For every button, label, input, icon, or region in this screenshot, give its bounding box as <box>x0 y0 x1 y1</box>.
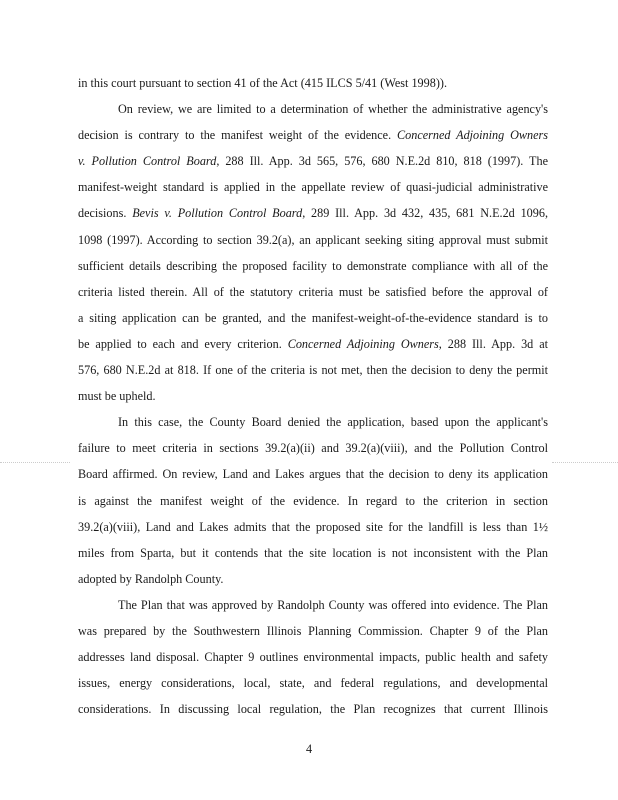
text-segment: In this case, the County Board denied the application, based upon the applicant's <box>118 415 548 430</box>
text-segment: 576, 680 N.E.2d at 818. If one of the criteria is not met, then the decision to deny the permit <box>78 363 548 378</box>
text-line <box>78 148 548 174</box>
text-line <box>78 618 548 644</box>
text-line <box>78 670 548 696</box>
text-line <box>78 644 548 670</box>
text-line <box>78 435 548 461</box>
text-line <box>78 696 548 722</box>
text-segment: be applied to each and every criterion. <box>78 336 288 351</box>
page-number: 4 <box>305 742 313 756</box>
case-citation: Bevis v. Pollution Control Board <box>132 206 303 221</box>
text-segment: The Plan that was approved by Randolph County was offered into evidence. The Plan <box>118 597 548 612</box>
text-segment: , 288 Ill. App. 3d at <box>438 336 548 351</box>
text-segment: manifest-weight standard is applied in the appellate review of quasi-judicial administrative <box>78 180 548 195</box>
text-segment: was prepared by the Southwestern Illinois Planning Commission. Chapter 9 of the Plan <box>78 623 548 638</box>
text-line <box>78 514 548 540</box>
text-segment: criteria listed therein. All of the statutory criteria must be satisfied before the approval of <box>78 284 548 299</box>
text-segment: in this court pursuant to section 41 of the Act (415 ILCS 5/41 (West 1998)). <box>78 76 447 90</box>
case-citation: Concerned Adjoining Owners <box>287 336 439 351</box>
text-line <box>78 357 548 383</box>
text-segment: , 288 Ill. App. 3d 565, 576, 680 N.E.2d 810, 818 (1997). The <box>216 154 548 169</box>
text-segment: Board affirmed. On review, Land and Lakes argues that the decision to deny its application <box>78 467 548 482</box>
text-segment: failure to meet criteria in sections 39.2(a)(ii) and 39.2(a)(viii), and the Pollution Control <box>78 441 548 456</box>
text-line <box>78 383 548 409</box>
text-line <box>78 122 548 148</box>
text-segment: adopted by Randolph County. <box>78 571 224 586</box>
text-segment: decisions. <box>78 206 133 221</box>
scan-artifact-right <box>552 462 618 463</box>
text-segment: considerations. In discussing local regulation, the Plan recognizes that current Illinois <box>78 702 548 717</box>
text-line <box>78 540 548 566</box>
text-line <box>78 461 548 487</box>
text-line <box>78 279 548 305</box>
text-line <box>78 331 548 357</box>
case-citation: v. Pollution Control Board <box>78 154 217 169</box>
text-segment: miles from Sparta, but it contends that the site location is not inconsistent with the Plan <box>78 545 548 560</box>
text-segment: On review, we are limited to a determination of whether the administrative agency's <box>118 102 548 117</box>
text-segment: , 289 Ill. App. 3d 432, 435, 681 N.E.2d 1096, <box>302 206 548 221</box>
text-line <box>78 566 548 592</box>
text-line <box>78 305 548 331</box>
text-line <box>78 253 548 279</box>
text-line <box>78 174 548 200</box>
text-segment: a siting application can be granted, and the manifest-weight-of-the-evidence standard is to <box>78 310 548 325</box>
text-line <box>78 409 548 435</box>
text-line <box>78 592 548 618</box>
text-segment: 1098 (1997). According to section 39.2(a), an applicant seeking siting approval must submit <box>78 232 548 247</box>
text-line <box>78 96 548 122</box>
text-segment: decision is contrary to the manifest weight of the evidence. <box>78 128 397 143</box>
text-segment: addresses land disposal. Chapter 9 outlines environmental impacts, public health and safety <box>78 650 548 665</box>
text-segment: is against the manifest weight of the evidence. In regard to the criterion in section <box>78 493 548 508</box>
text-line <box>78 488 548 514</box>
text-segment: sufficient details describing the proposed facility to demonstrate compliance with all of the <box>78 258 548 273</box>
text-line <box>78 200 548 226</box>
text-segment: issues, energy considerations, local, state, and federal regulations, and developmental <box>78 676 548 691</box>
case-citation: Concerned Adjoining Owners <box>397 128 548 143</box>
document-body <box>78 70 548 722</box>
text-line <box>78 227 548 253</box>
scan-artifact-left <box>0 462 70 463</box>
text-line <box>78 70 548 96</box>
text-segment: must be upheld. <box>78 389 156 404</box>
text-segment: 39.2(a)(viii), Land and Lakes admits that the proposed site for the landfill is less than 1½ <box>78 519 548 534</box>
